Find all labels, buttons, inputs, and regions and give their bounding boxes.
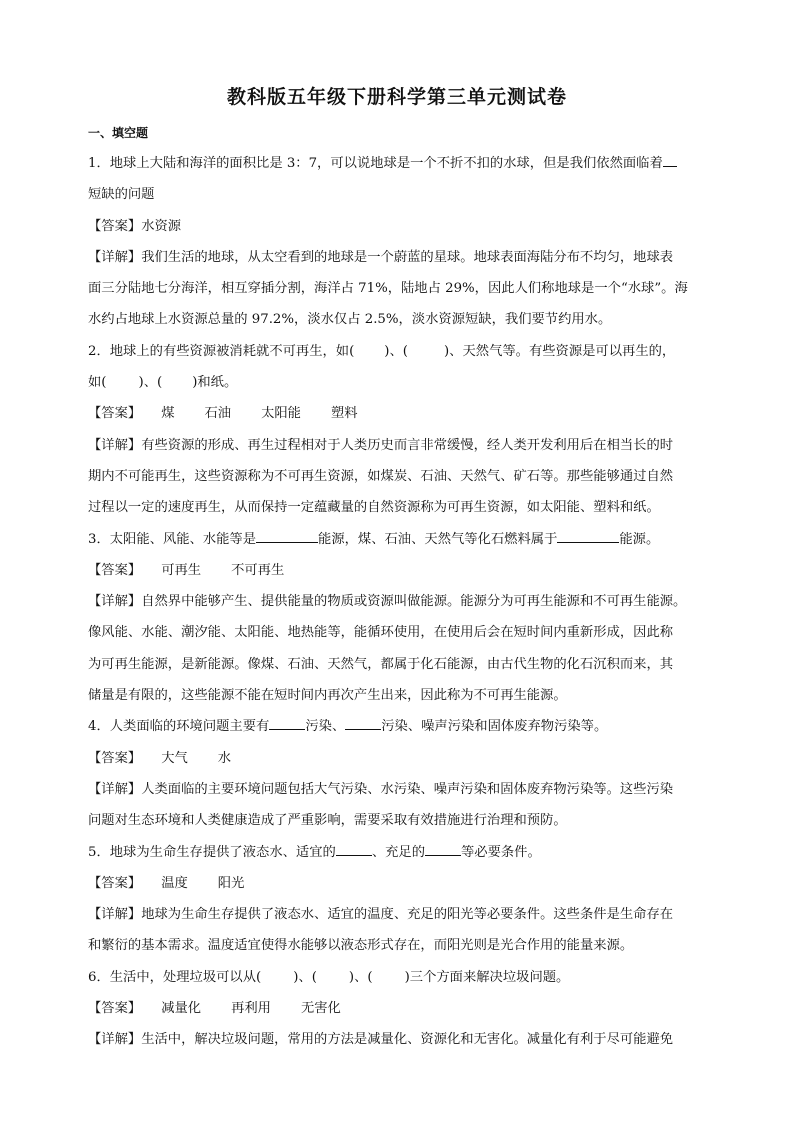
answer-item: 塑料 — [330, 406, 358, 422]
answer-item: 无害化 — [300, 1001, 341, 1017]
answer-item: 大气 — [161, 750, 188, 766]
answer-item: 石油 — [204, 406, 232, 422]
answer-item: 温度 — [161, 875, 188, 891]
explanation-line: 【详解】自然界中能够产生、提供能量的物质或资源叫做能源。能源分为可再生能源和不可再生能源。 — [88, 594, 687, 610]
explanation-line: 问题对生态环境和人类健康造成了严重影响，需要采取有效措施进行治理和预防。 — [88, 813, 567, 829]
question-1 — [88, 148, 706, 336]
fill-blank — [425, 841, 461, 856]
answer-item: 阳光 — [217, 875, 245, 891]
question-text: 4．人类面临的环境问题主要有 污染、 污染、噪声污染和固体废弃物污染等。 — [88, 711, 706, 742]
question-text-continued: 短缺的问题 — [88, 187, 155, 203]
fill-blank — [269, 715, 305, 730]
question-text: 3．太阳能、风能、水能等是 能源，煤、石油、天然气等化石燃料属于 能源。 — [88, 524, 706, 555]
section-heading: 一、填空题 — [88, 126, 149, 140]
explanation-line: 期内不可能再生，这些资源称为不可再生资源，如煤炭、石油、天然气、矿石等。那些能够通过自然 — [88, 468, 674, 484]
question-3 — [88, 524, 706, 712]
answer-item: 减量化 — [161, 1001, 202, 1017]
explanation-line: 【详解】有些资源的形成、再生过程相对于人类历史而言非常缓慢，经人类开发利用后在相当长的时 — [88, 437, 674, 453]
answer-line: 【答案】 大气 水 — [88, 743, 706, 774]
question-text: 1．地球上大陆和海洋的面积比是 3：7，可以说地球是一个不折不扣的水球，但是我们依然面临着 — [88, 148, 706, 179]
answer-line: 【答案】 煤 石油 太阳能 塑料 — [88, 398, 706, 429]
explanation-line: 【详解】人类面临的主要环境问题包括大气污染、水污染、噪声污染和固体废弃物污染等。这些污染 — [88, 781, 674, 797]
answer-line: 【答案】水资源 — [88, 218, 182, 234]
explanation-line: 储量是有限的，这些能源不能在短时间内再次产生出来，因此称为不可再生能源。 — [88, 688, 567, 704]
answer-item: 再利用 — [231, 1001, 271, 1017]
answer-item: 太阳能 — [261, 406, 301, 422]
question-text: 2．地球上的有些资源被消耗就不可再生，如( )、( )、天然气等。有些资源是可以再生的， — [88, 343, 676, 359]
page-title: 教科版五年级下册科学第三单元测试卷 — [226, 86, 567, 108]
fill-blank — [663, 152, 677, 167]
explanation-line: 面三分陆地七分海洋，相互穿插分割，海洋占 71%，陆地占 29%，因此人们称地球是一个“水球”。海 — [88, 281, 688, 297]
answer-item: 不可再生 — [231, 562, 285, 578]
fill-blank — [557, 528, 619, 543]
explanation-line: 像风能、水能、潮汐能、太阳能、地热能等，能循环使用，在使用后会在短时间内重新形成，因此称 — [88, 625, 674, 641]
question-text-continued: 如( )、( )和纸。 — [88, 375, 238, 391]
explanation-line: 【详解】生活中，解决垃圾问题，常用的方法是减量化、资源化和无害化。减量化有利于尽可能避免 — [88, 1032, 674, 1048]
answer-item: 可再生 — [161, 562, 202, 578]
question-text: 6．生活中，处理垃圾可以从( )、( )、( )三个方面来解决垃圾问题。 — [88, 969, 570, 985]
explanation-line: 和繁衍的基本需求。温度适宜使得水能够以液态形式存在，而阳光则是光合作用的能量来源。 — [88, 938, 634, 954]
question-5 — [88, 837, 706, 962]
fill-blank — [345, 715, 381, 730]
explanation-line: 【详解】我们生活的地球，从太空看到的地球是一个蔚蓝的星球。地球表面海陆分布不均匀，地球表 — [88, 249, 674, 265]
explanation-line: 为可再生能源，是新能源。像煤、石油、天然气，都属于化石能源，由古代生物的化石沉积而来，其 — [88, 656, 674, 672]
answer-item: 水 — [217, 750, 232, 766]
question-6 — [88, 962, 706, 1056]
question-2 — [88, 336, 706, 524]
question-4 — [88, 711, 706, 836]
answer-line: 【答案】 温度 阳光 — [88, 868, 706, 899]
answer-item: 煤 — [161, 406, 175, 422]
explanation-line: 过程以一定的速度再生，从而保持一定蕴藏量的自然资源称为可再生资源，如太阳能、塑料和纸。 — [88, 500, 660, 516]
answer-line: 【答案】 可再生 不可再生 — [88, 555, 706, 586]
explanation-line: 水约占地球上水资源总量的 97.2%，淡水仅占 2.5%，淡水资源短缺，我们要节约用水。 — [88, 312, 612, 328]
fill-blank — [256, 528, 318, 543]
explanation-line: 【详解】地球为生命生存提供了液态水、适宜的温度、充足的阳光等必要条件。这些条件是生命存在 — [88, 907, 674, 923]
answer-line: 【答案】 减量化 再利用 无害化 — [88, 993, 706, 1024]
question-text: 5．地球为生命生存提供了液态水、适宜的 、充足的 等必要条件。 — [88, 837, 706, 868]
fill-blank — [336, 841, 372, 856]
